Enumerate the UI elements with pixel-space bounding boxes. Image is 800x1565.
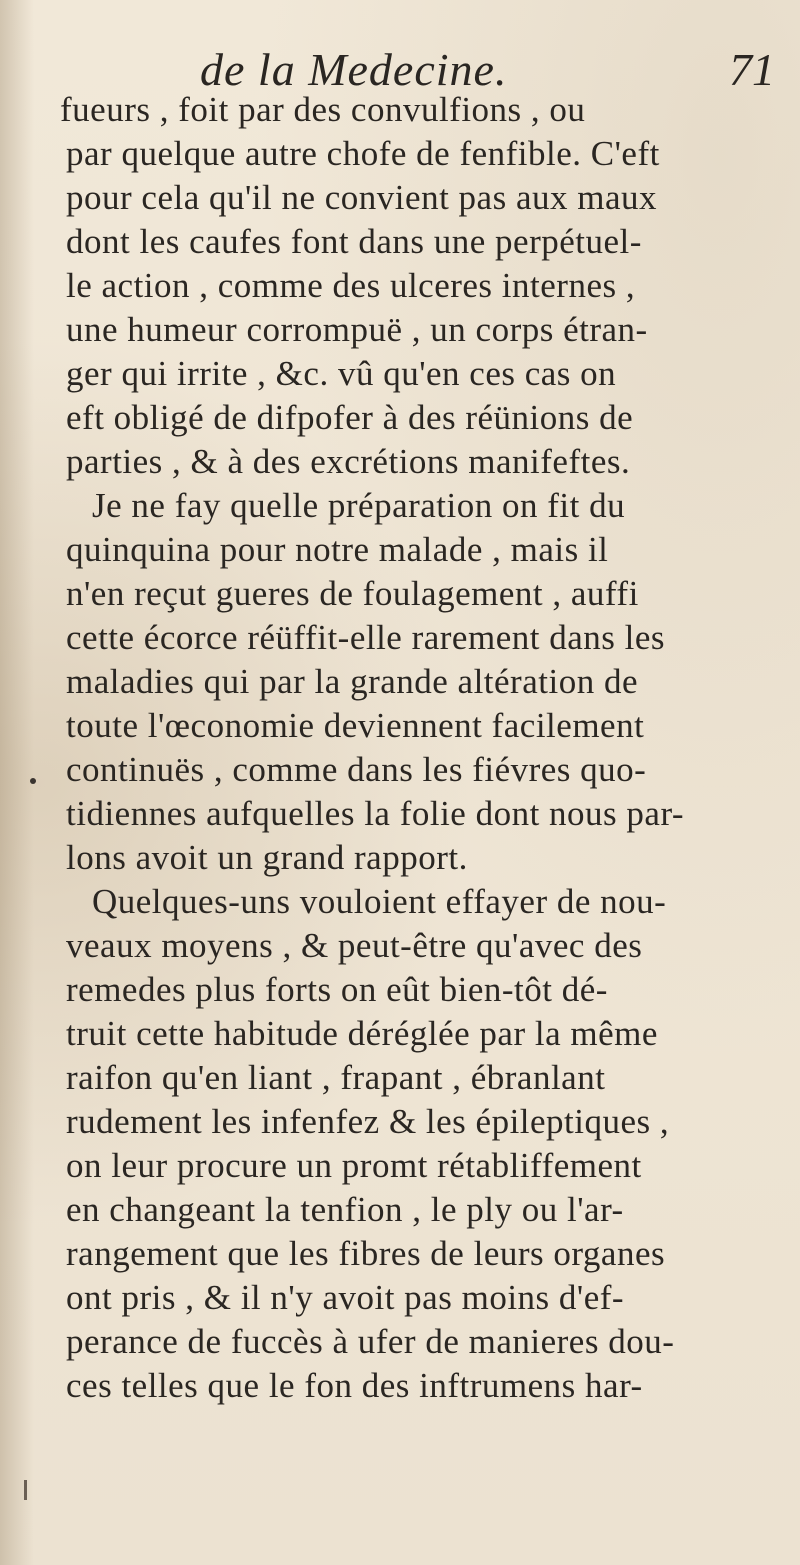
running-title: de la Medecine. [200,44,508,95]
text-line: fueurs , foit par des convulfions , ou [60,90,586,129]
text-line: par quelque autre chofe de fenfible. C'eft [66,134,660,173]
text-line: raifon qu'en liant , frapant , ébranlant [66,1058,606,1097]
text-line: truit cette habitude déréglée par la même [66,1014,658,1053]
margin-mark [30,778,36,784]
text-line: en changeant la tenfion , le ply ou l'ar- [66,1190,624,1229]
text-line: maladies qui par la grande altération de [66,662,638,701]
text-line: Quelques-uns vouloient effayer de nou- [92,882,667,921]
text-line: toute l'œconomie deviennent facilement [66,706,645,745]
text-line: lons avoit un grand rapport. [66,838,468,877]
text-line: ces telles que le fon des inftrumens har- [66,1366,643,1405]
text-line: le action , comme des ulceres internes , [66,266,636,305]
text-line: ont pris , & il n'y avoit pas moins d'ef- [66,1278,625,1317]
text-line: rudement les infenfez & les épileptiques , [66,1102,670,1141]
text-line: on leur procure un promt rétabliffement [66,1146,642,1185]
page-number: 71 [729,44,775,95]
text-line: Je ne fay quelle préparation on fit du [92,486,626,525]
text-line: rangement que les fibres de leurs organes [66,1234,666,1273]
text-line: remedes plus forts on eût bien-tôt dé- [66,970,608,1009]
text-line: dont les caufes font dans une perpétuel- [66,222,642,261]
text-line: cette écorce réüffit-elle rarement dans les [66,618,665,657]
text-line: eft obligé de difpofer à des réünions de [66,398,634,437]
text-line: perance de fuccès à ufer de manieres dou- [66,1322,675,1361]
gutter-shadow [0,0,34,1565]
text-line: une humeur corrompuë , un corps étran- [66,310,648,349]
text-line: continuës , comme dans les fiévres quo- [66,750,647,789]
text-line: quinquina pour notre malade , mais il [66,530,609,569]
text-line: pour cela qu'il ne convient pas aux maux [66,178,657,217]
text-line: ger qui irrite , &c. vû qu'en ces cas on [66,354,617,393]
text-line: tidiennes aufquelles la folie dont nous par- [66,794,685,833]
text-line: veaux moyens , & peut-être qu'avec des [66,926,643,965]
text-line: n'en reçut gueres de foulagement , auffi [66,574,639,613]
text-line: parties , & à des excrétions manifeftes. [66,442,631,481]
margin-mark [24,1480,27,1500]
